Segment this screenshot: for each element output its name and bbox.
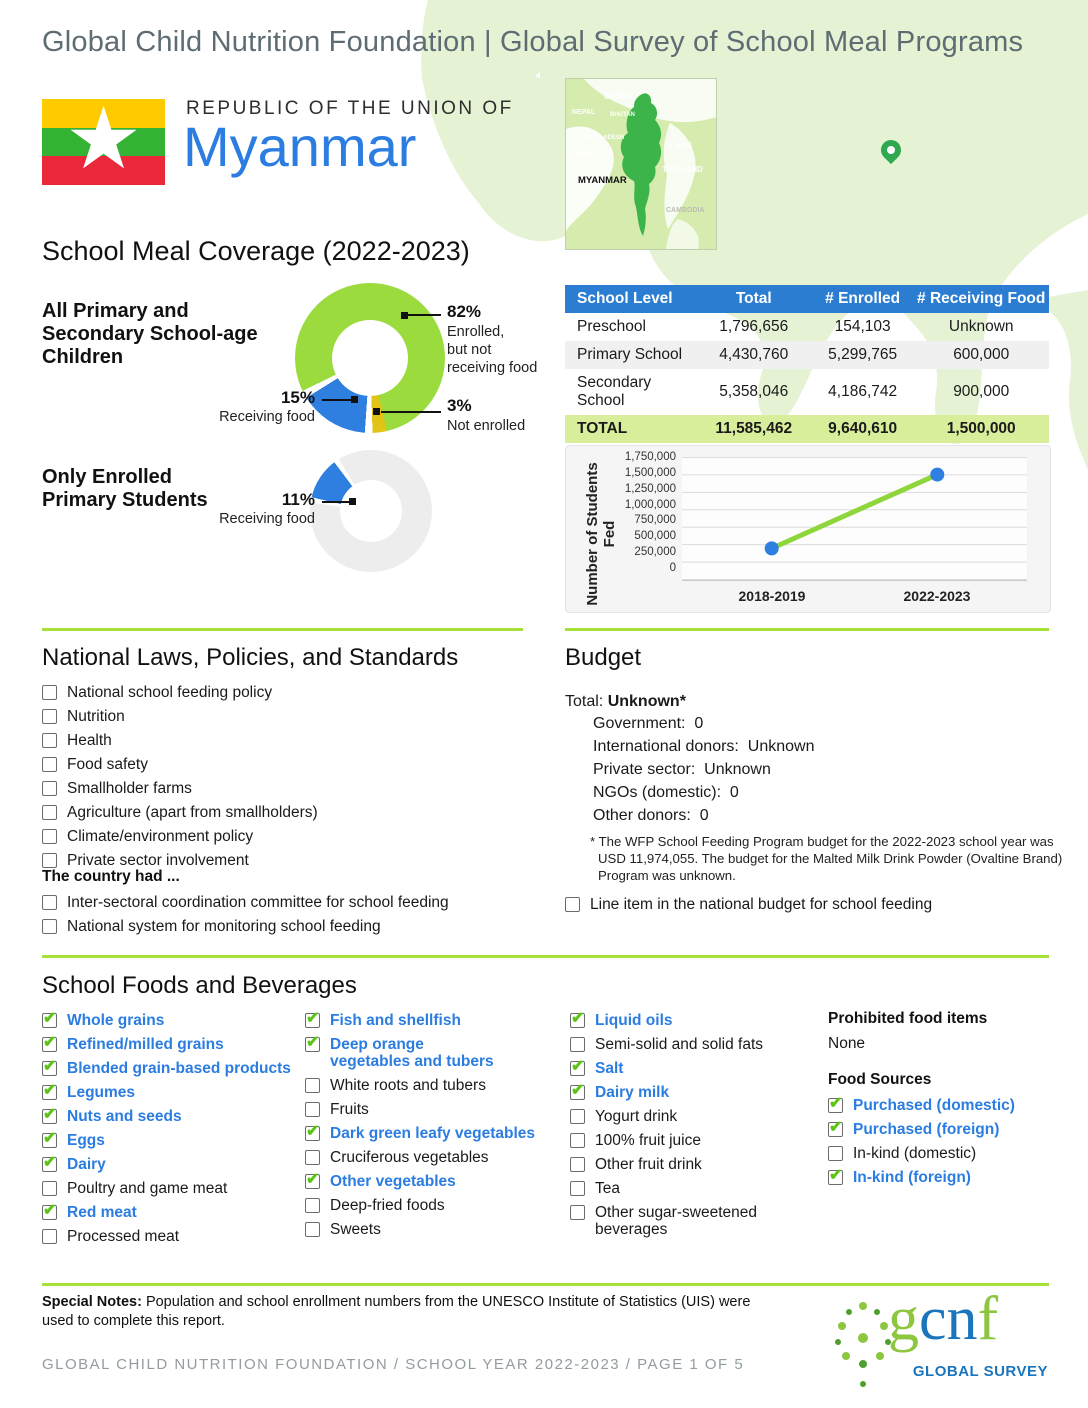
- prohibited-heading: Prohibited food items: [828, 1010, 988, 1027]
- checkbox-icon[interactable]: [42, 829, 57, 844]
- food-item: Sweets: [305, 1221, 545, 1238]
- food-item: ✔ Legumes: [42, 1084, 294, 1101]
- policy-item: National system for monitoring school feeding: [42, 918, 542, 935]
- flag-star-icon: ★: [64, 91, 143, 187]
- special-notes: Special Notes: Population and school enrollment numbers from the UNESCO Institute of Statistics (UIS) were used to complete this report.: [42, 1294, 751, 1329]
- callout-11-desc: Receiving food: [219, 511, 315, 527]
- country-pretitle: REPUBLIC OF THE UNION OF: [186, 98, 514, 119]
- budget-line: Private sector: Unknown: [593, 761, 771, 778]
- line-chart-plot: [682, 457, 1027, 581]
- callout-82-desc: Enrolled, but not receiving food: [447, 324, 538, 376]
- y-axis-ticks: 1,750,000 1,500,000 1,250,000 1,000,000 750,000 500,000 250,000 0: [624, 451, 676, 574]
- checkbox-icon[interactable]: [42, 805, 57, 820]
- food-item: ✔ Dark green leafy vegetables: [305, 1125, 545, 1142]
- budget-line: Other donors: 0: [593, 807, 709, 824]
- country-locator-map: [565, 78, 717, 250]
- map-label-bhutan: BHUTAN: [610, 112, 635, 118]
- food-item: Tea: [570, 1180, 805, 1197]
- food-item: ✔ Eggs: [42, 1132, 294, 1149]
- food-item: Poultry and game meat: [42, 1180, 294, 1197]
- enrollment-table: [565, 285, 1049, 443]
- checkbox-icon[interactable]: [42, 1181, 57, 1196]
- checkbox-icon[interactable]: [570, 1109, 585, 1124]
- map-label-thailand: THAILAND: [662, 165, 703, 174]
- food-source-item: In-kind (domestic): [828, 1145, 1049, 1162]
- checkbox-icon[interactable]: [570, 1181, 585, 1196]
- budget-heading: Budget: [565, 644, 642, 671]
- policy-item: National school feeding policy: [42, 684, 532, 701]
- checkbox-icon[interactable]: [570, 1205, 585, 1220]
- gcnf-dots-icon: [834, 1298, 892, 1394]
- checkbox-icon[interactable]: [42, 1037, 57, 1052]
- checkbox-icon[interactable]: [42, 853, 57, 868]
- donut-hole: [340, 480, 402, 542]
- table-row: Preschool 1,796,656 154,103 Unknown: [577, 318, 1014, 335]
- callout-11-pct: 11%: [281, 490, 315, 509]
- food-source-item: ✔ Purchased (foreign): [828, 1121, 1049, 1138]
- checkbox-icon[interactable]: [305, 1102, 320, 1117]
- donut-hole: [332, 320, 408, 396]
- global-survey-wordmark: GLOBAL SURVEY: [912, 1363, 1048, 1380]
- line-chart: [682, 457, 1027, 580]
- checkbox-icon[interactable]: [42, 919, 57, 934]
- section-divider: [42, 955, 1049, 958]
- checkbox-icon[interactable]: [42, 1229, 57, 1244]
- food-item: Processed meat: [42, 1228, 294, 1245]
- checkbox-icon[interactable]: [570, 1085, 585, 1100]
- foods-column-4: [828, 1010, 1049, 1193]
- callout-line: [322, 501, 349, 503]
- special-notes-label: Special Notes:: [42, 1294, 142, 1310]
- checkbox-icon[interactable]: [570, 1061, 585, 1076]
- map-label-laos: LAOS: [670, 141, 693, 150]
- callout-line: [408, 314, 441, 316]
- food-item: ✔ Fish and shellfish: [305, 1012, 545, 1029]
- checkbox-icon[interactable]: [42, 709, 57, 724]
- food-item: White roots and tubers: [305, 1077, 545, 1094]
- map-label-bangladesh: BANGLADESH: [582, 135, 625, 141]
- callout-15-desc: Receiving food: [219, 409, 315, 425]
- budget-line-item-checkbox-row: Line item in the national budget for school feeding: [565, 896, 1049, 913]
- food-item: ✔ Whole grains: [42, 1012, 294, 1029]
- checkbox-icon[interactable]: [305, 1198, 320, 1213]
- food-item: ✔ Other vegetables: [305, 1173, 545, 1190]
- donut1-label: All Primary and Secondary School-age Children: [42, 300, 258, 368]
- map-label-china: CHINA: [604, 91, 633, 101]
- checkbox-icon[interactable]: [42, 1157, 57, 1172]
- checkbox-icon[interactable]: [305, 1013, 320, 1028]
- foods-column-1: [42, 1012, 294, 1252]
- table-row: Primary School 4,430,760 5,299,765 600,000: [565, 341, 1049, 369]
- policy-item: Smallholder farms: [42, 780, 532, 797]
- checkbox-icon[interactable]: [305, 1037, 320, 1052]
- laws-subheading: The country had ...: [42, 868, 180, 885]
- callout-3-desc: Not enrolled: [447, 418, 526, 434]
- checkbox-icon[interactable]: [305, 1078, 320, 1093]
- budget-line: NGOs (domestic): 0: [593, 784, 739, 801]
- budget-total: Total: Unknown*: [565, 693, 686, 710]
- food-item: ✔ Red meat: [42, 1204, 294, 1221]
- callout-marker: [349, 498, 356, 505]
- checkbox-icon[interactable]: [565, 897, 580, 912]
- checkbox-icon[interactable]: [828, 1122, 843, 1137]
- callout-line: [322, 399, 351, 401]
- callout-marker: [351, 396, 358, 403]
- policy-item: Private sector involvement: [42, 852, 532, 869]
- policy-item: Food safety: [42, 756, 532, 773]
- food-item: ✔ Nuts and seeds: [42, 1108, 294, 1125]
- policy-item: Health: [42, 732, 532, 749]
- checkbox-icon[interactable]: [42, 895, 57, 910]
- checkbox-icon[interactable]: [828, 1098, 843, 1113]
- checkbox-icon[interactable]: [42, 1061, 57, 1076]
- food-item: Yogurt drink: [570, 1108, 805, 1125]
- prohibited-value: None: [828, 1035, 866, 1052]
- checkbox-icon[interactable]: [42, 1013, 57, 1028]
- budget-line-item: [565, 896, 1049, 920]
- foods-column-2: [305, 1012, 545, 1245]
- food-item: Cruciferous vegetables: [305, 1149, 545, 1166]
- donut-chart-primary-enrolled: [310, 450, 432, 572]
- policy-item: Climate/environment policy: [42, 828, 532, 845]
- laws-sub-checklist: [42, 894, 542, 942]
- laws-checklist: [42, 684, 532, 876]
- checkbox-icon[interactable]: [570, 1133, 585, 1148]
- callout-line: [381, 411, 441, 413]
- budget-footnote: * The WFP School Feeding Program budget for the 2022-2023 school year was USD 11,974,055. The budget for the Malted Milk Drink Powder (Ovaltine Brand) Program was unknown.: [590, 834, 1063, 883]
- map-label-cambodia: CAMBODIA: [666, 207, 705, 214]
- policy-item: Inter-sectoral coordination committee for school feeding: [42, 894, 542, 911]
- table-row: Secondary School 5,358,046 4,186,742 900,000: [577, 374, 1010, 409]
- food-item: ✔ Blended grain-based products: [42, 1060, 294, 1077]
- checkbox-icon[interactable]: [42, 733, 57, 748]
- food-item: 100% fruit juice: [570, 1132, 805, 1149]
- food-source-item: ✔ Purchased (domestic): [828, 1097, 1049, 1114]
- checkbox-icon[interactable]: [42, 1109, 57, 1124]
- food-source-item: ✔ In-kind (foreign): [828, 1169, 1049, 1186]
- section-divider: [42, 628, 523, 631]
- checkbox-icon[interactable]: [42, 1085, 57, 1100]
- food-item: Other sugar-sweetened beverages: [570, 1204, 805, 1238]
- country-name: Myanmar: [183, 115, 417, 178]
- map-label-myanmar: MYANMAR: [578, 175, 627, 186]
- food-sources-heading: Food Sources: [828, 1071, 932, 1088]
- section-divider: [565, 628, 1049, 631]
- food-item: ✔ Salt: [570, 1060, 805, 1077]
- footer-text: GLOBAL CHILD NUTRITION FOUNDATION / SCHOOL YEAR 2022-2023 / PAGE 1 OF 5: [42, 1356, 745, 1373]
- food-item: ✔ Dairy milk: [570, 1084, 805, 1101]
- callout-3-pct: 3%: [447, 396, 472, 415]
- y-axis-label: Number of Students Fed: [584, 462, 618, 606]
- table-total-row: TOTAL 11,585,462 9,640,610 1,500,000: [565, 415, 1049, 443]
- checkbox-icon[interactable]: [570, 1037, 585, 1052]
- laws-heading: National Laws, Policies, and Standards: [42, 644, 459, 671]
- page-title: Global Child Nutrition Foundation | Global Survey of School Meal Programs: [42, 26, 1024, 58]
- budget-line: International donors: Unknown: [593, 738, 815, 755]
- coverage-heading: School Meal Coverage (2022-2023): [42, 236, 470, 266]
- map-shapes: [566, 79, 716, 249]
- food-item: ✔ Dairy: [42, 1156, 294, 1173]
- checkbox-icon[interactable]: [305, 1126, 320, 1141]
- table-header-row: School Level Total # Enrolled # Receiving Food: [565, 285, 1049, 313]
- checkbox-icon[interactable]: [42, 781, 57, 796]
- checkbox-icon[interactable]: [570, 1157, 585, 1172]
- checkbox-icon[interactable]: [305, 1174, 320, 1189]
- gcnf-logo: gcnf: [888, 1285, 999, 1353]
- food-item: Semi-solid and solid fats: [570, 1036, 805, 1053]
- checkbox-icon[interactable]: [42, 1205, 57, 1220]
- checkbox-icon[interactable]: [570, 1013, 585, 1028]
- food-item: Fruits: [305, 1101, 545, 1118]
- donut2-label: Only Enrolled Primary Students: [42, 466, 208, 511]
- food-item: ✔ Deep orange vegetables and tubers: [305, 1036, 545, 1070]
- callout-15-pct: 15%: [280, 388, 315, 407]
- myanmar-flag: [42, 91, 165, 187]
- budget-total-value: Unknown*: [607, 693, 686, 710]
- foods-column-3: [570, 1012, 805, 1245]
- budget-line: Government: 0: [593, 715, 704, 732]
- checkbox-icon[interactable]: [828, 1170, 843, 1185]
- callout-82-pct: 82%: [447, 302, 482, 321]
- checkbox-icon[interactable]: [305, 1222, 320, 1237]
- policy-item: Agriculture (apart from smallholders): [42, 804, 532, 821]
- checkbox-icon[interactable]: [828, 1146, 843, 1161]
- checkbox-icon[interactable]: [42, 757, 57, 772]
- x-tick-2018: 2018-2019: [738, 588, 806, 604]
- food-item: Deep-fried foods: [305, 1197, 545, 1214]
- budget-lines: [593, 712, 814, 827]
- food-item: ✔ Refined/milled grains: [42, 1036, 294, 1053]
- food-item: Other fruit drink: [570, 1156, 805, 1173]
- callout-marker: [373, 408, 380, 415]
- foods-heading: School Foods and Beverages: [42, 972, 357, 999]
- checkbox-icon[interactable]: [42, 685, 57, 700]
- map-label-nepal: NEPAL: [572, 109, 596, 116]
- checkbox-icon[interactable]: [305, 1150, 320, 1165]
- map-label-india: INDIA: [571, 149, 593, 158]
- x-tick-2022: 2022-2023: [903, 588, 971, 604]
- policy-item: Nutrition: [42, 708, 532, 725]
- food-item: ✔ Liquid oils: [570, 1012, 805, 1029]
- checkbox-icon[interactable]: [42, 1133, 57, 1148]
- callout-marker: [401, 312, 408, 319]
